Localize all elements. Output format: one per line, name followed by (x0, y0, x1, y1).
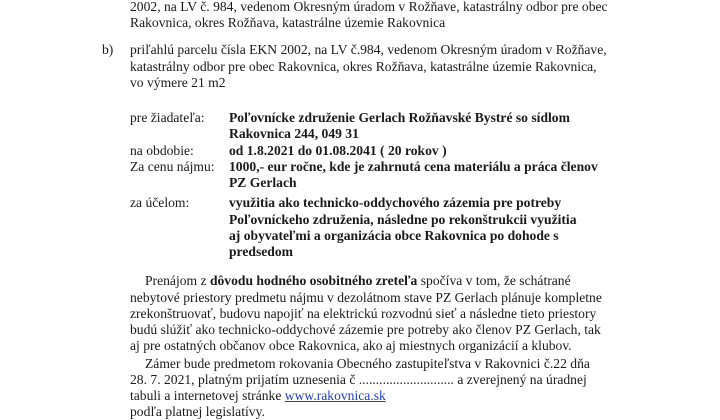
item-a-line-1: 2002, na LV č. 984, vedenom Okresným úradom v Rožňave, katastrálny odbor pre obec (130, 0, 608, 14)
paragraph-2-line-1: Zámer bude predmetom rokovania Obecného zastupiteľstva v Rakovnici č.22 dňa (145, 356, 590, 371)
paragraph-2-line-2: 28. 7. 2021, platným prijatím uznesenia č ............................ a zverejnený na úradnej (130, 372, 587, 387)
purpose-line-4: predsedom (229, 244, 293, 259)
paragraph-2-line-3 (130, 387, 386, 404)
purpose-label: za účelom: (130, 195, 190, 210)
period-value: od 1.8.2021 do 01.08.2041 ( 20 rokov ) (229, 143, 447, 158)
applicant-label: pre žiadateľa: (130, 110, 205, 125)
paragraph-1-line-5: aj pre ostatných občanov obce Rakovnica, ako aj miestnych organizácií a klubov. (130, 338, 572, 353)
rent-label: Za cenu nájmu: (130, 159, 215, 174)
item-b-line-1: priľahlú parcelu čísla EKN 2002, na LV č.984, vedenom Okresným úradom v Rožňave, (130, 42, 607, 57)
applicant-line-1: Poľovnícke združenie Gerlach Rožňavské Bystré so sídlom (229, 110, 570, 125)
paragraph-1-line-3: zrekonštruovať, budovu napojiť na elektrickú rozvodnú sieť a následne tieto priestory (130, 306, 597, 321)
paragraph-1-bold-phrase: dôvodu hodného osobitného zreteľa (209, 273, 418, 288)
paragraph-2-line-4: podľa platnej legislatívy. (130, 404, 265, 419)
item-b-line-3: vo výmere 21 m2 (130, 75, 226, 90)
item-a-line-2: Rakovnica, okres Rožňava, katastrálne územie Rakovnica (130, 15, 446, 30)
period-label: na obdobie: (130, 143, 194, 158)
paragraph-1-line-4: budú slúžiť ako technicko-oddychové zázemie pre potreby ako členov PZ Gerlach, tak (130, 322, 601, 337)
purpose-line-3: aj obyvateľmi a organizácia obce Rakovnica po dohode s (229, 228, 559, 243)
paragraph-1-line-2: nebytové priestory predmetu nájmu v dezolátnom stave PZ Gerlach plánuje kompletne (130, 290, 602, 305)
applicant-line-2: Rakovnica 244, 049 31 (229, 126, 359, 141)
item-b-line-2: katastrálny odbor pre obec Rakovnica, okres Rožňava, katastrálne územie Rakovnica, (130, 59, 597, 74)
paragraph-2-line-3-prefix: tabuli a internetovej stránke (130, 388, 285, 403)
rent-line-1: 1000,- eur ročne, kde je zahrnutá cena materiálu a práca členov (229, 159, 598, 174)
paragraph-1-rest: spočíva v tom, že schátrané (417, 273, 571, 288)
item-b-marker: b) (102, 42, 114, 57)
purpose-line-1: využitia ako technicko-oddychového zázemia pre potreby (229, 195, 562, 210)
website-link[interactable]: www.rakovnica.sk (284, 388, 386, 403)
purpose-line-2: Poľovníckeho združenia, následne po rekonštrukcii využitia (229, 212, 577, 227)
paragraph-1-line-1 (145, 272, 571, 289)
paragraph-1-lead: Prenájom z (145, 273, 210, 288)
rent-line-2: PZ Gerlach (229, 175, 297, 190)
